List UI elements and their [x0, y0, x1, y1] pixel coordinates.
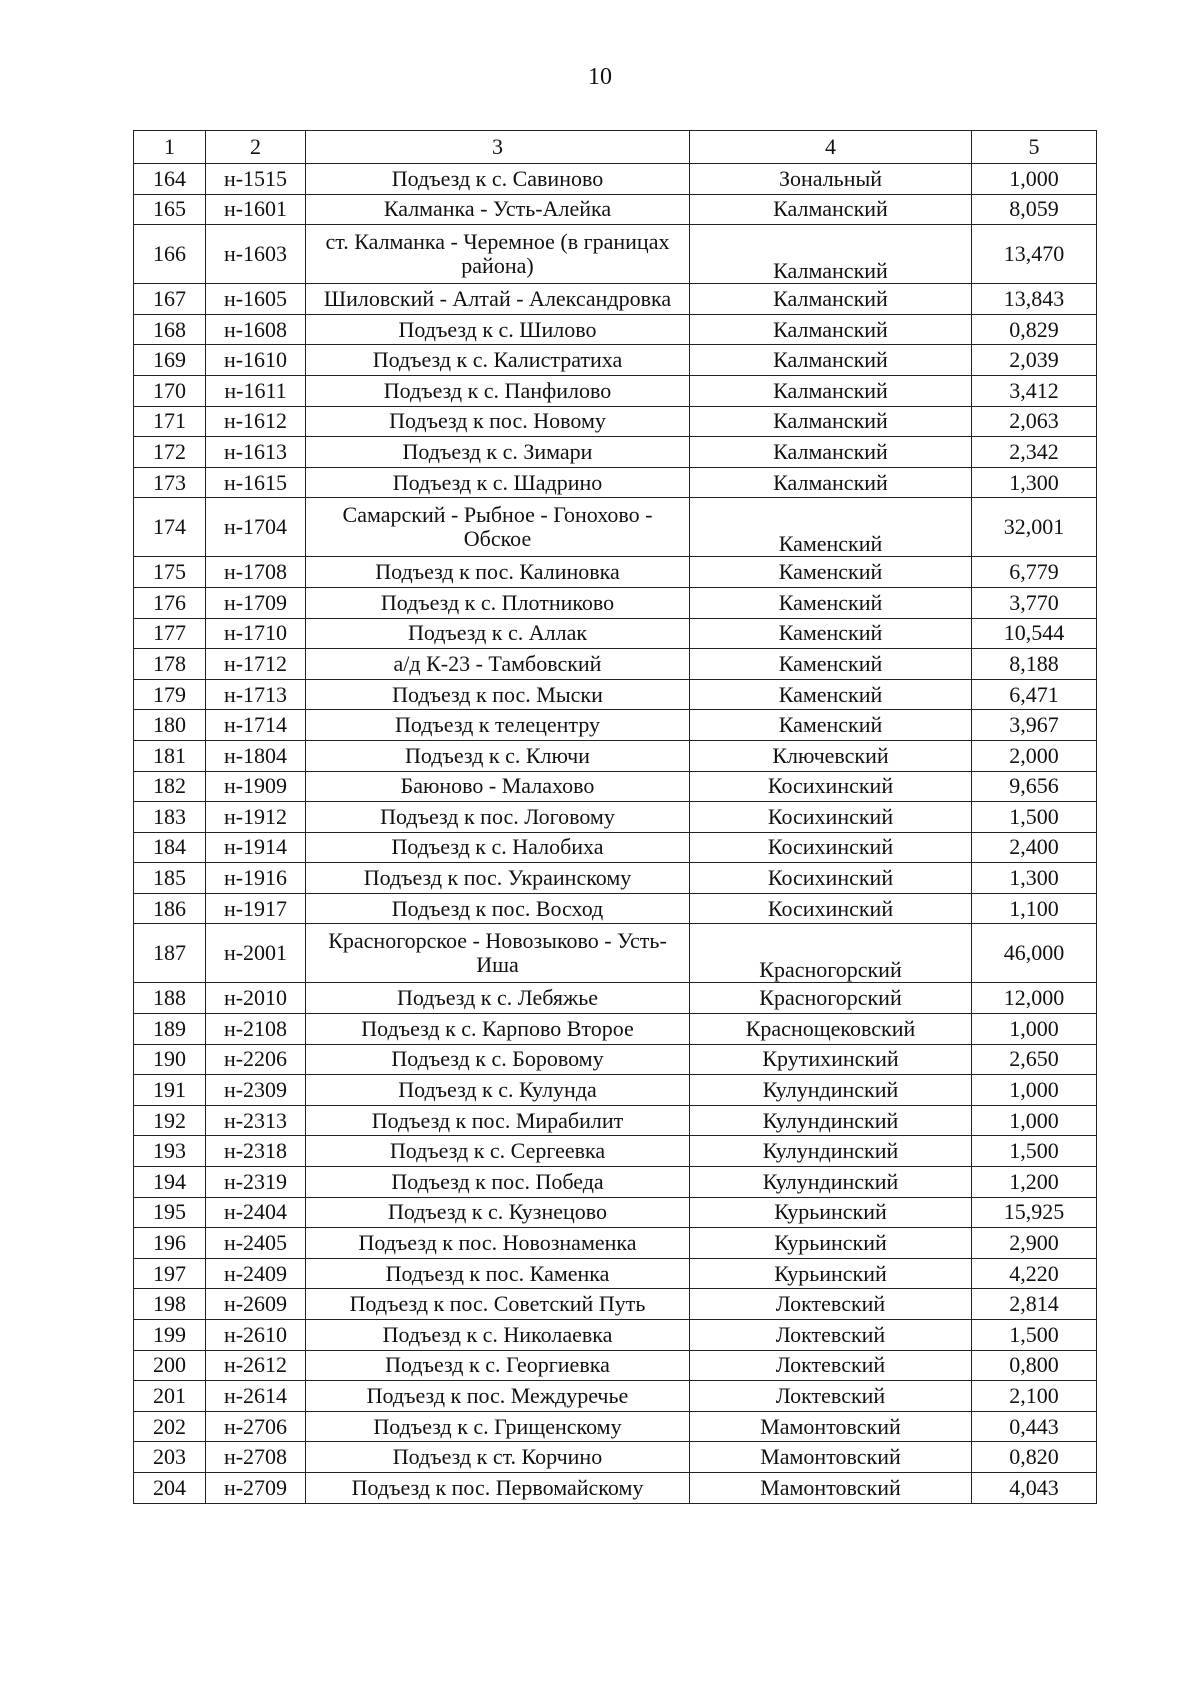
district-cell: Курьинский	[690, 1228, 972, 1259]
road-name-cell: Баюново - Малахово	[306, 771, 690, 802]
road-code-cell: н-2309	[206, 1075, 306, 1106]
row-number-cell: 183	[134, 802, 206, 833]
table-row	[134, 983, 1097, 1014]
row-number-cell: 177	[134, 618, 206, 649]
row-number-cell: 174	[134, 498, 206, 557]
row-number-cell: 176	[134, 587, 206, 618]
road-name-cell: Подъезд к пос. Первомайскому	[306, 1472, 690, 1503]
road-name-cell: Подъезд к пос. Новознаменка	[306, 1228, 690, 1259]
district-cell: Калманский	[690, 284, 972, 315]
road-name-cell: Подъезд к с. Георгиевка	[306, 1350, 690, 1381]
table-row	[134, 375, 1097, 406]
length-km-cell: 1,000	[972, 1075, 1097, 1106]
road-code-cell: н-2409	[206, 1258, 306, 1289]
table-row	[134, 649, 1097, 680]
district-cell: Краснощековский	[690, 1014, 972, 1045]
row-number-cell: 186	[134, 893, 206, 924]
road-name-cell: Подъезд к телецентру	[306, 710, 690, 741]
row-number-cell: 169	[134, 345, 206, 376]
district-cell: Красногорский	[690, 924, 972, 983]
row-number-cell: 171	[134, 406, 206, 437]
length-km-cell: 4,220	[972, 1258, 1097, 1289]
row-number-cell: 181	[134, 740, 206, 771]
district-cell: Локтевский	[690, 1289, 972, 1320]
road-name-cell: Подъезд к с. Шадрино	[306, 467, 690, 498]
road-code-cell: н-2610	[206, 1320, 306, 1351]
road-name-cell: Подъезд к с. Калистратиха	[306, 345, 690, 376]
row-number-cell: 204	[134, 1472, 206, 1503]
district-cell: Красногорский	[690, 983, 972, 1014]
road-name-cell: Подъезд к пос. Междуречье	[306, 1381, 690, 1412]
length-km-cell: 2,400	[972, 832, 1097, 863]
length-km-cell: 1,300	[972, 467, 1097, 498]
row-number-cell: 170	[134, 375, 206, 406]
table-row	[134, 284, 1097, 315]
length-km-cell: 12,000	[972, 983, 1097, 1014]
page-number: 10	[588, 64, 612, 90]
row-number-cell: 196	[134, 1228, 206, 1259]
length-km-cell: 2,342	[972, 437, 1097, 468]
road-name-cell: Подъезд к пос. Логовому	[306, 802, 690, 833]
district-cell: Каменский	[690, 587, 972, 618]
row-number-cell: 195	[134, 1197, 206, 1228]
road-code-cell: н-1714	[206, 710, 306, 741]
row-number-cell: 191	[134, 1075, 206, 1106]
road-name-cell: Подъезд к с. Кулунда	[306, 1075, 690, 1106]
length-km-cell: 6,471	[972, 679, 1097, 710]
road-code-cell: н-1709	[206, 587, 306, 618]
road-code-cell: н-2708	[206, 1442, 306, 1473]
row-number-cell: 197	[134, 1258, 206, 1289]
district-cell: Каменский	[690, 618, 972, 649]
length-km-cell: 8,188	[972, 649, 1097, 680]
road-name-cell: Подъезд к с. Карпово Второе	[306, 1014, 690, 1045]
length-km-cell: 0,443	[972, 1411, 1097, 1442]
road-name-cell: Подъезд к пос. Украинскому	[306, 863, 690, 894]
district-cell: Каменский	[690, 649, 972, 680]
length-km-cell: 3,770	[972, 587, 1097, 618]
road-code-cell: н-2010	[206, 983, 306, 1014]
length-km-cell: 1,200	[972, 1167, 1097, 1198]
road-code-cell: н-1708	[206, 557, 306, 588]
table-row	[134, 164, 1097, 195]
table-row	[134, 406, 1097, 437]
length-km-cell: 1,100	[972, 893, 1097, 924]
road-code-cell: н-1603	[206, 225, 306, 284]
length-km-cell: 3,412	[972, 375, 1097, 406]
length-km-cell: 2,650	[972, 1044, 1097, 1075]
row-number-cell: 172	[134, 437, 206, 468]
row-number-cell: 200	[134, 1350, 206, 1381]
row-number-cell: 188	[134, 983, 206, 1014]
road-name-cell: Подъезд к пос. Каменка	[306, 1258, 690, 1289]
table-row	[134, 225, 1097, 284]
table-row	[134, 345, 1097, 376]
road-name-cell: Подъезд к с. Плотниково	[306, 587, 690, 618]
district-cell: Крутихинский	[690, 1044, 972, 1075]
length-km-cell: 2,900	[972, 1228, 1097, 1259]
table-row	[134, 467, 1097, 498]
roads-table-body	[134, 131, 1097, 1504]
road-name-cell: Подъезд к с. Савиново	[306, 164, 690, 195]
table-header-row	[134, 131, 1097, 164]
district-cell: Калманский	[690, 406, 972, 437]
row-number-cell: 199	[134, 1320, 206, 1351]
road-name-cell: Подъезд к пос. Мирабилит	[306, 1105, 690, 1136]
district-cell: Локтевский	[690, 1381, 972, 1412]
length-km-cell: 1,000	[972, 1105, 1097, 1136]
road-code-cell: н-1611	[206, 375, 306, 406]
length-km-cell: 2,063	[972, 406, 1097, 437]
table-row	[134, 557, 1097, 588]
district-cell: Мамонтовский	[690, 1411, 972, 1442]
road-code-cell: н-2206	[206, 1044, 306, 1075]
district-cell: Каменский	[690, 710, 972, 741]
road-name-cell: Подъезд к пос. Советский Путь	[306, 1289, 690, 1320]
road-code-cell: н-1713	[206, 679, 306, 710]
table-row	[134, 587, 1097, 618]
district-cell: Кулундинский	[690, 1105, 972, 1136]
road-code-cell: н-1612	[206, 406, 306, 437]
table-row	[134, 679, 1097, 710]
road-code-cell: н-2709	[206, 1472, 306, 1503]
row-number-cell: 198	[134, 1289, 206, 1320]
row-number-cell: 201	[134, 1381, 206, 1412]
road-name-cell: Подъезд к с. Ключи	[306, 740, 690, 771]
row-number-cell: 190	[134, 1044, 206, 1075]
row-number-cell: 203	[134, 1442, 206, 1473]
length-km-cell: 2,000	[972, 740, 1097, 771]
length-km-cell: 0,800	[972, 1350, 1097, 1381]
length-km-cell: 0,820	[972, 1442, 1097, 1473]
table-row	[134, 832, 1097, 863]
road-name-cell: Подъезд к с. Грищенскому	[306, 1411, 690, 1442]
road-code-cell: н-1601	[206, 194, 306, 225]
road-code-cell: н-2318	[206, 1136, 306, 1167]
district-cell: Косихинский	[690, 832, 972, 863]
road-name-cell: Подъезд к ст. Корчино	[306, 1442, 690, 1473]
row-number-cell: 179	[134, 679, 206, 710]
header-cell-3: 3	[306, 131, 690, 164]
table-row	[134, 1075, 1097, 1106]
road-code-cell: н-1608	[206, 314, 306, 345]
district-cell: Калманский	[690, 314, 972, 345]
road-code-cell: н-1909	[206, 771, 306, 802]
road-name-cell: Подъезд к пос. Победа	[306, 1167, 690, 1198]
row-number-cell: 178	[134, 649, 206, 680]
road-code-cell: н-2614	[206, 1381, 306, 1412]
length-km-cell: 4,043	[972, 1472, 1097, 1503]
district-cell: Каменский	[690, 679, 972, 710]
road-code-cell: н-1712	[206, 649, 306, 680]
table-row	[134, 1289, 1097, 1320]
district-cell: Курьинский	[690, 1258, 972, 1289]
road-code-cell: н-1804	[206, 740, 306, 771]
length-km-cell: 8,059	[972, 194, 1097, 225]
district-cell: Кулундинский	[690, 1136, 972, 1167]
table-row	[134, 1105, 1097, 1136]
district-cell: Локтевский	[690, 1320, 972, 1351]
table-row	[134, 802, 1097, 833]
row-number-cell: 185	[134, 863, 206, 894]
row-number-cell: 165	[134, 194, 206, 225]
table-row	[134, 314, 1097, 345]
road-code-cell: н-2706	[206, 1411, 306, 1442]
row-number-cell: 192	[134, 1105, 206, 1136]
district-cell: Косихинский	[690, 863, 972, 894]
length-km-cell: 13,470	[972, 225, 1097, 284]
district-cell: Калманский	[690, 194, 972, 225]
row-number-cell: 175	[134, 557, 206, 588]
road-code-cell: н-1704	[206, 498, 306, 557]
table-row	[134, 1472, 1097, 1503]
row-number-cell: 180	[134, 710, 206, 741]
length-km-cell: 6,779	[972, 557, 1097, 588]
district-cell: Калманский	[690, 345, 972, 376]
district-cell: Косихинский	[690, 893, 972, 924]
length-km-cell: 32,001	[972, 498, 1097, 557]
table-row	[134, 618, 1097, 649]
road-code-cell: н-2612	[206, 1350, 306, 1381]
row-number-cell: 166	[134, 225, 206, 284]
road-name-cell: Подъезд к пос. Восход	[306, 893, 690, 924]
row-number-cell: 184	[134, 832, 206, 863]
road-name-cell: Подъезд к с. Кузнецово	[306, 1197, 690, 1228]
row-number-cell: 167	[134, 284, 206, 315]
road-name-cell: Подъезд к с. Шилово	[306, 314, 690, 345]
header-cell-5: 5	[972, 131, 1097, 164]
district-cell: Косихинский	[690, 771, 972, 802]
length-km-cell: 2,039	[972, 345, 1097, 376]
road-code-cell: н-2609	[206, 1289, 306, 1320]
road-name-cell: Подъезд к с. Николаевка	[306, 1320, 690, 1351]
district-cell: Косихинский	[690, 802, 972, 833]
road-name-cell: а/д К-23 - Тамбовский	[306, 649, 690, 680]
road-name-cell: ст. Калманка - Черемное (в границах района)	[306, 225, 690, 284]
table-row	[134, 710, 1097, 741]
length-km-cell: 1,000	[972, 1014, 1097, 1045]
road-name-cell: Подъезд к пос. Мыски	[306, 679, 690, 710]
row-number-cell: 164	[134, 164, 206, 195]
length-km-cell: 2,100	[972, 1381, 1097, 1412]
road-name-cell: Подъезд к с. Панфилово	[306, 375, 690, 406]
row-number-cell: 194	[134, 1167, 206, 1198]
road-name-cell: Шиловский - Алтай - Александровка	[306, 284, 690, 315]
road-code-cell: н-1912	[206, 802, 306, 833]
road-code-cell: н-2319	[206, 1167, 306, 1198]
road-name-cell: Подъезд к с. Налобиха	[306, 832, 690, 863]
road-code-cell: н-1515	[206, 164, 306, 195]
row-number-cell: 173	[134, 467, 206, 498]
district-cell: Курьинский	[690, 1197, 972, 1228]
district-cell: Локтевский	[690, 1350, 972, 1381]
length-km-cell: 13,843	[972, 284, 1097, 315]
district-cell: Калманский	[690, 467, 972, 498]
table-row	[134, 1381, 1097, 1412]
district-cell: Кулундинский	[690, 1075, 972, 1106]
road-name-cell: Калманка - Усть-Алейка	[306, 194, 690, 225]
district-cell: Калманский	[690, 225, 972, 284]
road-code-cell: н-1917	[206, 893, 306, 924]
road-code-cell: н-2405	[206, 1228, 306, 1259]
road-name-cell: Красногорское - Новозыково - Усть-Иша	[306, 924, 690, 983]
road-code-cell: н-1605	[206, 284, 306, 315]
length-km-cell: 0,829	[972, 314, 1097, 345]
table-row	[134, 740, 1097, 771]
length-km-cell: 15,925	[972, 1197, 1097, 1228]
table-row	[134, 1044, 1097, 1075]
roads-table	[133, 130, 1097, 1504]
table-row	[134, 1320, 1097, 1351]
length-km-cell: 1,000	[972, 164, 1097, 195]
road-name-cell: Подъезд к с. Зимари	[306, 437, 690, 468]
row-number-cell: 168	[134, 314, 206, 345]
road-code-cell: н-1916	[206, 863, 306, 894]
length-km-cell: 1,500	[972, 1320, 1097, 1351]
road-name-cell: Подъезд к с. Боровому	[306, 1044, 690, 1075]
table-row	[134, 924, 1097, 983]
district-cell: Каменский	[690, 498, 972, 557]
table-row	[134, 771, 1097, 802]
row-number-cell: 187	[134, 924, 206, 983]
road-name-cell: Подъезд к с. Сергеевка	[306, 1136, 690, 1167]
row-number-cell: 202	[134, 1411, 206, 1442]
district-cell: Мамонтовский	[690, 1442, 972, 1473]
district-cell: Калманский	[690, 375, 972, 406]
road-code-cell: н-2404	[206, 1197, 306, 1228]
header-cell-1: 1	[134, 131, 206, 164]
row-number-cell: 193	[134, 1136, 206, 1167]
table-row	[134, 498, 1097, 557]
table-row	[134, 1258, 1097, 1289]
row-number-cell: 189	[134, 1014, 206, 1045]
length-km-cell: 3,967	[972, 710, 1097, 741]
road-name-cell: Подъезд к пос. Новому	[306, 406, 690, 437]
length-km-cell: 1,500	[972, 1136, 1097, 1167]
road-code-cell: н-1613	[206, 437, 306, 468]
district-cell: Кулундинский	[690, 1167, 972, 1198]
table-row	[134, 1411, 1097, 1442]
road-code-cell: н-1615	[206, 467, 306, 498]
length-km-cell: 10,544	[972, 618, 1097, 649]
table-row	[134, 1350, 1097, 1381]
road-name-cell: Подъезд к пос. Калиновка	[306, 557, 690, 588]
table-row	[134, 1136, 1097, 1167]
district-cell: Мамонтовский	[690, 1472, 972, 1503]
district-cell: Ключевский	[690, 740, 972, 771]
road-code-cell: н-1610	[206, 345, 306, 376]
header-cell-4: 4	[690, 131, 972, 164]
table-row	[134, 1197, 1097, 1228]
table-row	[134, 1228, 1097, 1259]
road-code-cell: н-2108	[206, 1014, 306, 1045]
length-km-cell: 9,656	[972, 771, 1097, 802]
district-cell: Калманский	[690, 437, 972, 468]
road-name-cell: Подъезд к с. Аллак	[306, 618, 690, 649]
road-code-cell: н-1710	[206, 618, 306, 649]
district-cell: Каменский	[690, 557, 972, 588]
road-code-cell: н-1914	[206, 832, 306, 863]
road-name-cell: Самарский - Рыбное - Гонохово - Обское	[306, 498, 690, 557]
length-km-cell: 1,500	[972, 802, 1097, 833]
table-row	[134, 893, 1097, 924]
table-row	[134, 1167, 1097, 1198]
header-cell-2: 2	[206, 131, 306, 164]
table-row	[134, 194, 1097, 225]
road-name-cell: Подъезд к с. Лебяжье	[306, 983, 690, 1014]
table-row	[134, 1442, 1097, 1473]
length-km-cell: 1,300	[972, 863, 1097, 894]
district-cell: Зональный	[690, 164, 972, 195]
table-row	[134, 437, 1097, 468]
row-number-cell: 182	[134, 771, 206, 802]
table-row	[134, 863, 1097, 894]
table-row	[134, 1014, 1097, 1045]
road-code-cell: н-2001	[206, 924, 306, 983]
length-km-cell: 46,000	[972, 924, 1097, 983]
road-code-cell: н-2313	[206, 1105, 306, 1136]
length-km-cell: 2,814	[972, 1289, 1097, 1320]
